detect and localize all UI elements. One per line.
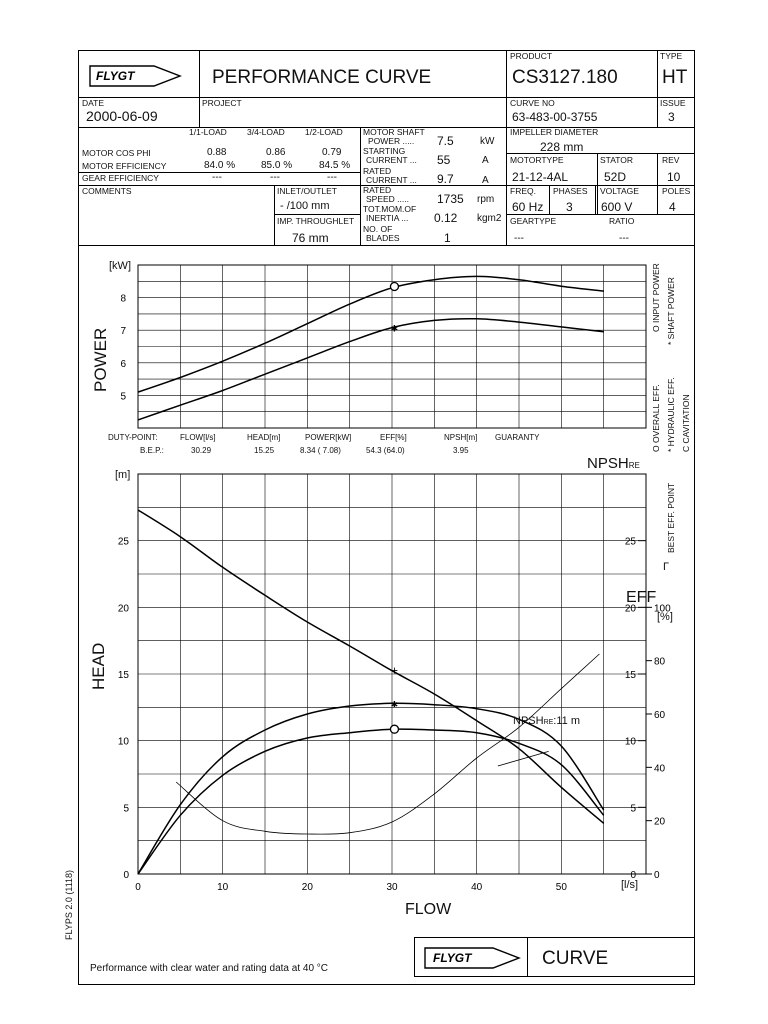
cell: --- <box>270 172 280 183</box>
bep-label: B.E.P.: <box>140 446 164 455</box>
flow-unit: [l/s] <box>621 879 639 891</box>
motor-shaft-value: 7.5 <box>437 134 454 148</box>
input-power-bep-marker <box>390 283 398 291</box>
poles-label: POLES <box>662 186 691 196</box>
inlet-outlet-value: - /100 mm <box>280 200 330 212</box>
duty-header-npsh: NPSH[m] <box>444 433 478 442</box>
starting-current-label: STARTING <box>363 146 406 156</box>
flow-tick-label: 10 <box>217 882 229 893</box>
duty-header-head: HEAD[m] <box>247 433 281 442</box>
rated-speed-unit: rpm <box>477 194 495 205</box>
logo-text: FLYGT <box>96 69 135 83</box>
npsh-annotation: NPSHRE:11 m <box>513 715 580 727</box>
logo-text: FLYGT <box>433 951 472 965</box>
comments-label: COMMENTS <box>82 186 132 196</box>
eff-tick-label: 80 <box>654 656 666 668</box>
cell: 0.88 <box>207 147 227 158</box>
npsh-annot-value: 11 m <box>556 715 580 727</box>
npsh-tick-label: 5 <box>630 803 636 815</box>
geartype-value: --- <box>514 233 524 244</box>
impeller-diameter-label: IMPELLER DIAMETER <box>510 127 599 137</box>
rated-current-label-2: CURRENT ... <box>366 175 417 185</box>
motortype-value: 21-12-4AL <box>512 170 569 184</box>
voltage-value: 600 V <box>601 200 633 214</box>
voltage-label: VOLTAGE <box>600 186 639 196</box>
freq-value: 60 Hz <box>512 200 544 214</box>
npsh-leader-line <box>498 751 549 766</box>
npsh-tick-label: 10 <box>624 736 636 748</box>
flow-tick-label: 50 <box>555 882 567 893</box>
head-tick-label: 0 <box>123 870 129 881</box>
footer-note: Performance with clear water and rating data at 40 °C <box>90 963 329 974</box>
legend-best-eff: BEST EFF. POINT <box>666 482 676 553</box>
legend-overall-eff: O OVERALL EFF. <box>651 384 661 452</box>
duty-header-power: POWER[kW] <box>305 433 352 442</box>
overall-eff-bep-marker <box>390 725 398 733</box>
head-axis-title: HEAD <box>89 642 108 690</box>
motor-shaft-unit: kW <box>480 136 495 147</box>
npsh-annot-text: NPSH <box>513 715 544 727</box>
rated-speed-label: RATED <box>363 185 392 195</box>
starting-current-unit: A <box>482 155 489 166</box>
flow-axis-title: FLOW <box>405 901 452 918</box>
row-label-cos-phi: MOTOR COS PHI <box>82 148 151 158</box>
power-tick-label: 8 <box>120 293 126 305</box>
npsh-tick-label: 0 <box>630 870 636 881</box>
issue-value: 3 <box>668 110 675 124</box>
load-header-3: 1/2-LOAD <box>305 127 343 137</box>
cell: 0.86 <box>266 147 286 158</box>
head-tick-label: 15 <box>117 670 129 681</box>
inertia-label-2: INERTIA ... <box>366 213 409 223</box>
eff-unit: [%] <box>657 611 673 623</box>
rated-speed-label-2: SPEED ..... <box>366 194 409 204</box>
duty-header-eff: EFF[%] <box>380 433 407 442</box>
power-tick-label: 7 <box>120 326 126 338</box>
bep-power: 8.34 ( 7.08) <box>300 446 341 455</box>
eff-tick-label: 20 <box>654 816 666 828</box>
head-tick-label: 25 <box>117 536 129 548</box>
head-tick-label: 5 <box>123 803 129 815</box>
curve-no-label: CURVE NO <box>510 98 555 108</box>
blades-label: NO. OF <box>363 224 393 234</box>
npsh-tick-label: 20 <box>624 603 636 615</box>
eff-axis-title: EFF <box>626 589 657 606</box>
load-header-2: 3/4-LOAD <box>247 127 285 137</box>
flygt-logo-footer <box>423 944 523 972</box>
flow-tick-label: 40 <box>471 882 483 893</box>
footer-curve-box <box>414 937 695 977</box>
imp-throughlet-value: 76 mm <box>292 231 329 245</box>
date-label: DATE <box>82 98 105 108</box>
product-label: PRODUCT <box>510 51 553 61</box>
page-title: PERFORMANCE CURVE <box>212 67 432 88</box>
row-label-motor-efficiency: MOTOR EFFICIENCY <box>82 161 167 171</box>
hydraulic-eff-curve <box>138 703 604 874</box>
impeller-diameter-value: 228 mm <box>540 140 584 154</box>
bep-npsh: 3.95 <box>453 446 469 455</box>
shaft-power-line <box>138 319 604 420</box>
head-tick-label: 10 <box>117 736 129 748</box>
type-value: HT <box>662 67 688 88</box>
legend-hydraulic-eff: * HYDRAULIC EFF. <box>666 377 676 452</box>
row-label-gear-efficiency: GEAR EFFICIENCY <box>82 173 159 183</box>
cell: 85.0 % <box>261 160 293 171</box>
duty-header-guaranty: GUARANTY <box>495 433 540 442</box>
rated-current-label: RATED <box>363 166 392 176</box>
issue-label: ISSUE <box>660 98 686 108</box>
npsh-tick-label: 15 <box>624 670 636 681</box>
motortype-label: MOTORTYPE <box>510 155 564 165</box>
head-bep-marker: + <box>390 663 398 678</box>
ratio-label: RATIO <box>609 216 635 226</box>
rev-value: 10 <box>667 170 681 184</box>
eff-tick-label: 0 <box>654 870 660 881</box>
legend-cavitation: C CAVITATION <box>681 394 691 452</box>
poles-value: 4 <box>669 200 676 214</box>
bep-flow: 30.29 <box>191 446 212 455</box>
rated-current-unit: A <box>482 175 489 186</box>
starting-current-value: 55 <box>437 153 451 167</box>
inertia-label: TOT.MOM.OF <box>363 204 417 214</box>
cell: 0.79 <box>322 147 342 158</box>
power-tick-label: 5 <box>120 391 126 403</box>
flow-tick-label: 20 <box>301 882 313 893</box>
head-tick-label: 20 <box>117 603 129 615</box>
npsh-annot-sub: RE <box>543 719 554 726</box>
power-tick-label: 6 <box>120 358 126 370</box>
power-axis-title: POWER <box>91 327 110 392</box>
cell: 84.5 % <box>319 160 351 171</box>
load-header-1: 1/1-LOAD <box>189 127 227 137</box>
rev-label: REV <box>662 155 680 165</box>
head-curve <box>138 510 604 823</box>
bep-eff: 54.3 (64.0) <box>366 446 405 455</box>
legend-shaft-power: * SHAFT POWER <box>666 277 676 345</box>
geartype-label: GEARTYPE <box>510 216 557 226</box>
shaft-power-bep-marker: ✱ <box>390 323 399 334</box>
project-label: PROJECT <box>202 98 242 108</box>
legend-input-power: O INPUT POWER <box>651 263 661 332</box>
hydraulic-eff-bep-marker: ✱ <box>390 699 399 710</box>
inertia-value: 0.12 <box>434 211 458 225</box>
flow-tick-label: 30 <box>386 882 398 893</box>
power-unit: [kW] <box>109 260 131 272</box>
best-eff-symbol: Γ <box>663 561 670 573</box>
inertia-unit: kgm2 <box>477 213 502 224</box>
divider <box>527 938 528 976</box>
freq-label: FREQ. <box>510 186 536 196</box>
eff-tick-label: 60 <box>654 710 666 721</box>
type-label: TYPE <box>660 51 683 61</box>
npsh-title <box>587 455 640 472</box>
inlet-outlet-label: INLET/OUTLET <box>277 186 337 196</box>
imp-throughlet-label: IMP. THROUGHLET <box>277 216 355 226</box>
stator-label: STATOR <box>600 155 634 165</box>
motor-shaft-label-2: POWER ..... <box>368 136 415 146</box>
cell: 84.0 % <box>204 160 236 171</box>
phases-value: 3 <box>566 200 573 214</box>
duty-header-flow: FLOW[l/s] <box>180 433 216 442</box>
side-label: FLYPS 2.0 (1118) <box>64 869 74 940</box>
blades-value: 1 <box>444 231 451 245</box>
npsh-tick-label: 25 <box>624 536 636 548</box>
cell: --- <box>327 172 337 183</box>
head-unit: [m] <box>115 469 131 481</box>
eff-tick-label: 100 <box>654 603 671 615</box>
cell: --- <box>212 172 222 183</box>
stator-value: 52D <box>604 170 627 184</box>
rated-current-value: 9.7 <box>437 172 454 186</box>
footer-curve-label: CURVE <box>542 948 609 969</box>
ratio-value: --- <box>619 233 629 244</box>
flow-tick-label: 0 <box>135 882 141 893</box>
phases-label: PHASES <box>553 186 588 196</box>
npsh-title-text: NPSH <box>587 455 629 472</box>
date-value: 2000-06-09 <box>86 108 158 124</box>
product-value: CS3127.180 <box>512 67 618 88</box>
overall-eff-curve <box>138 729 604 874</box>
npsh-title-sub: RE <box>628 461 640 470</box>
curve-no-value: 63-483-00-3755 <box>512 110 598 124</box>
starting-current-label-2: CURRENT ... <box>366 155 417 165</box>
eff-tick-label: 40 <box>654 763 666 775</box>
bep-head: 15.25 <box>254 446 275 455</box>
blades-label-2: BLADES <box>366 233 400 243</box>
duty-point-label: DUTY-POINT: <box>108 433 158 442</box>
rated-speed-value: 1735 <box>437 192 464 206</box>
motor-shaft-label: MOTOR SHAFT <box>363 127 425 137</box>
